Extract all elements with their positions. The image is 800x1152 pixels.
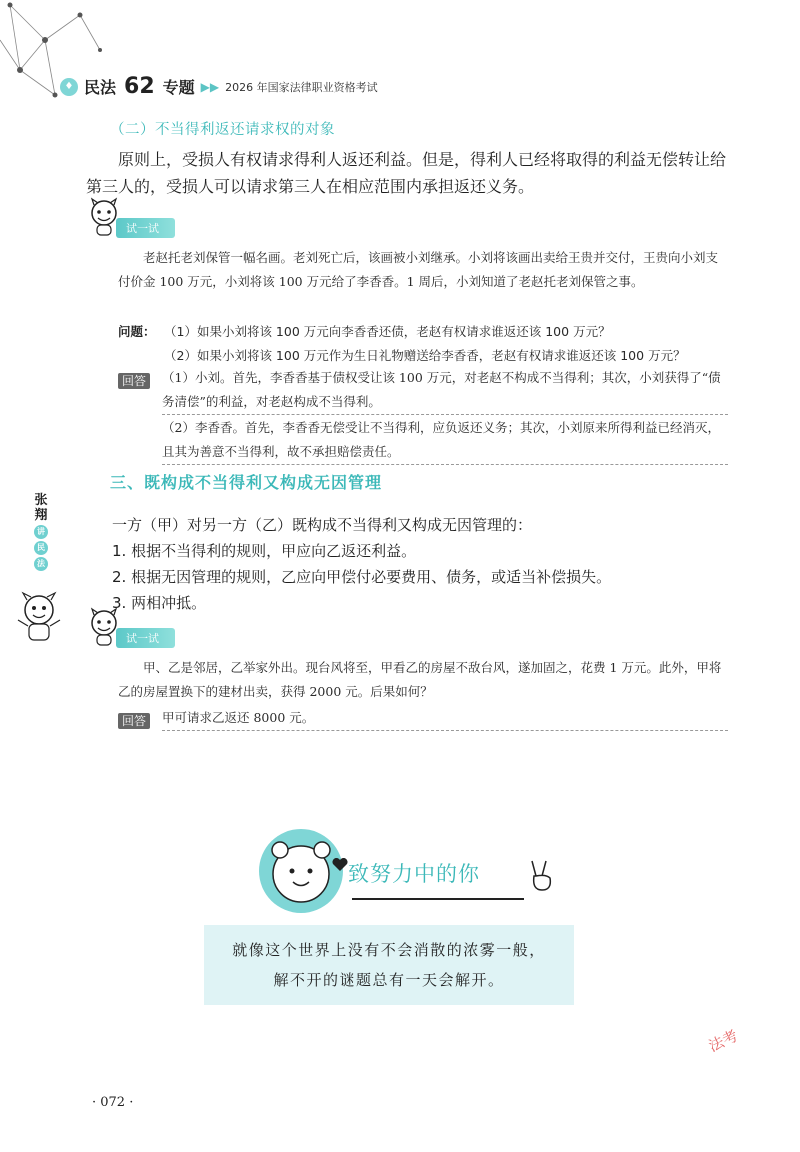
side-badge: 讲 <box>34 525 48 539</box>
encourage-banner <box>204 925 574 1005</box>
header-arrow-icon: ▶▶ <box>200 79 220 94</box>
header-topic: 专题 <box>162 78 195 97</box>
list-item: 3. 两相冲抵。 <box>112 594 207 612</box>
subject-badge-icon: ♦ <box>60 78 78 96</box>
try2-case: 甲、乙是邻居，乙举家外出。现台风将至，甲看乙的房屋不敌台风，遂加固之，花费 1 万元。此外，甲将乙的房屋置换下的建材出卖，获得 2000 元。后果如何？ <box>118 660 722 699</box>
try1-tag: 试一试 <box>116 218 175 238</box>
section2-intro: 一方（甲）对另一方（乙）既构成不当得利又构成无因管理的： <box>112 516 533 534</box>
section-heading-1: （二）不当得利返还请求权的对象 <box>110 122 335 138</box>
try2-header <box>86 606 175 648</box>
header-subject: 民法 <box>84 78 117 97</box>
side-badge: 法 <box>34 557 48 571</box>
answer-1: （1）小刘。首先，李香香基于债权受让该 100 万元，对老赵不构成不当得利；其次，小刘获得了“债务清偿”的利益，对老赵构成不当得利。 <box>162 366 728 415</box>
header-exam: 2026 年国家法律职业资格考试 <box>225 80 378 94</box>
answer-tag-2: 回答 <box>118 710 150 729</box>
victory-hand-icon <box>528 858 556 894</box>
list-item: 2. 根据无因管理的规则，乙应向甲偿付必要费用、债务，或适当补偿损失。 <box>112 568 612 586</box>
question-2: （2）如果小刘将该 100 万元作为生日礼物赠送给李香香，老赵有权请求谁返还该 100 万元？ <box>164 348 686 363</box>
corner-stamp: 法考 <box>705 1026 741 1056</box>
side-mascot-icon <box>14 590 64 644</box>
try1-header <box>86 196 175 238</box>
answer-3: 甲可请求乙返还 8000 元。 <box>162 706 728 731</box>
encourage-line-2: 解不开的谜题总有一天会解开。 <box>273 971 505 989</box>
author-name: 张翔 <box>34 493 48 523</box>
section1-paragraph: 原则上，受损人有权请求得利人返还利益。但是，得利人已经将取得的利益无偿转让给第三人的，受损人可以请求第三人在相应范围内承担返还义务。 <box>86 150 727 196</box>
page-number: · 072 · <box>92 1095 134 1110</box>
answer-2: （2）李香香。首先，李香香无偿受让不当得利，应负返还义务；其次，小刘原来所得利益已经消灭，且其为善意不当得利，故不承担赔偿责任。 <box>162 416 728 465</box>
try2-tag: 试一试 <box>116 628 175 648</box>
list-item: 1. 根据不当得利的规则，甲应向乙返还利益。 <box>112 542 417 560</box>
answer-tag-1: 回答 <box>118 370 150 389</box>
question-label: 问题： <box>118 324 156 339</box>
page-header <box>60 74 378 99</box>
side-author <box>30 493 52 573</box>
section-heading-2: 三、既构成不当得利又构成无因管理 <box>110 473 383 492</box>
header-number: 62 <box>124 74 155 99</box>
question-1: （1）如果小刘将该 100 万元向李香香还债，老赵有权请求谁返还该 100 万元？ <box>164 324 611 339</box>
side-badge: 民 <box>34 541 48 555</box>
heart-icon <box>332 858 348 872</box>
encourage-line-1: 就像这个世界上没有不会消散的浓雾一般， <box>232 941 546 959</box>
try1-case: 老赵托老刘保管一幅名画。老刘死亡后，该画被小刘继承。小刘将该画出卖给王贵并交付，王贵向小刘支付价金 100 万元，小刘将该 100 万元给了李香香。1 周后，小刘知道了老赵托老刘保管之事。 <box>118 250 719 289</box>
encourage-underline <box>352 898 524 900</box>
encourage-title: 致努力中的你 <box>348 862 480 886</box>
